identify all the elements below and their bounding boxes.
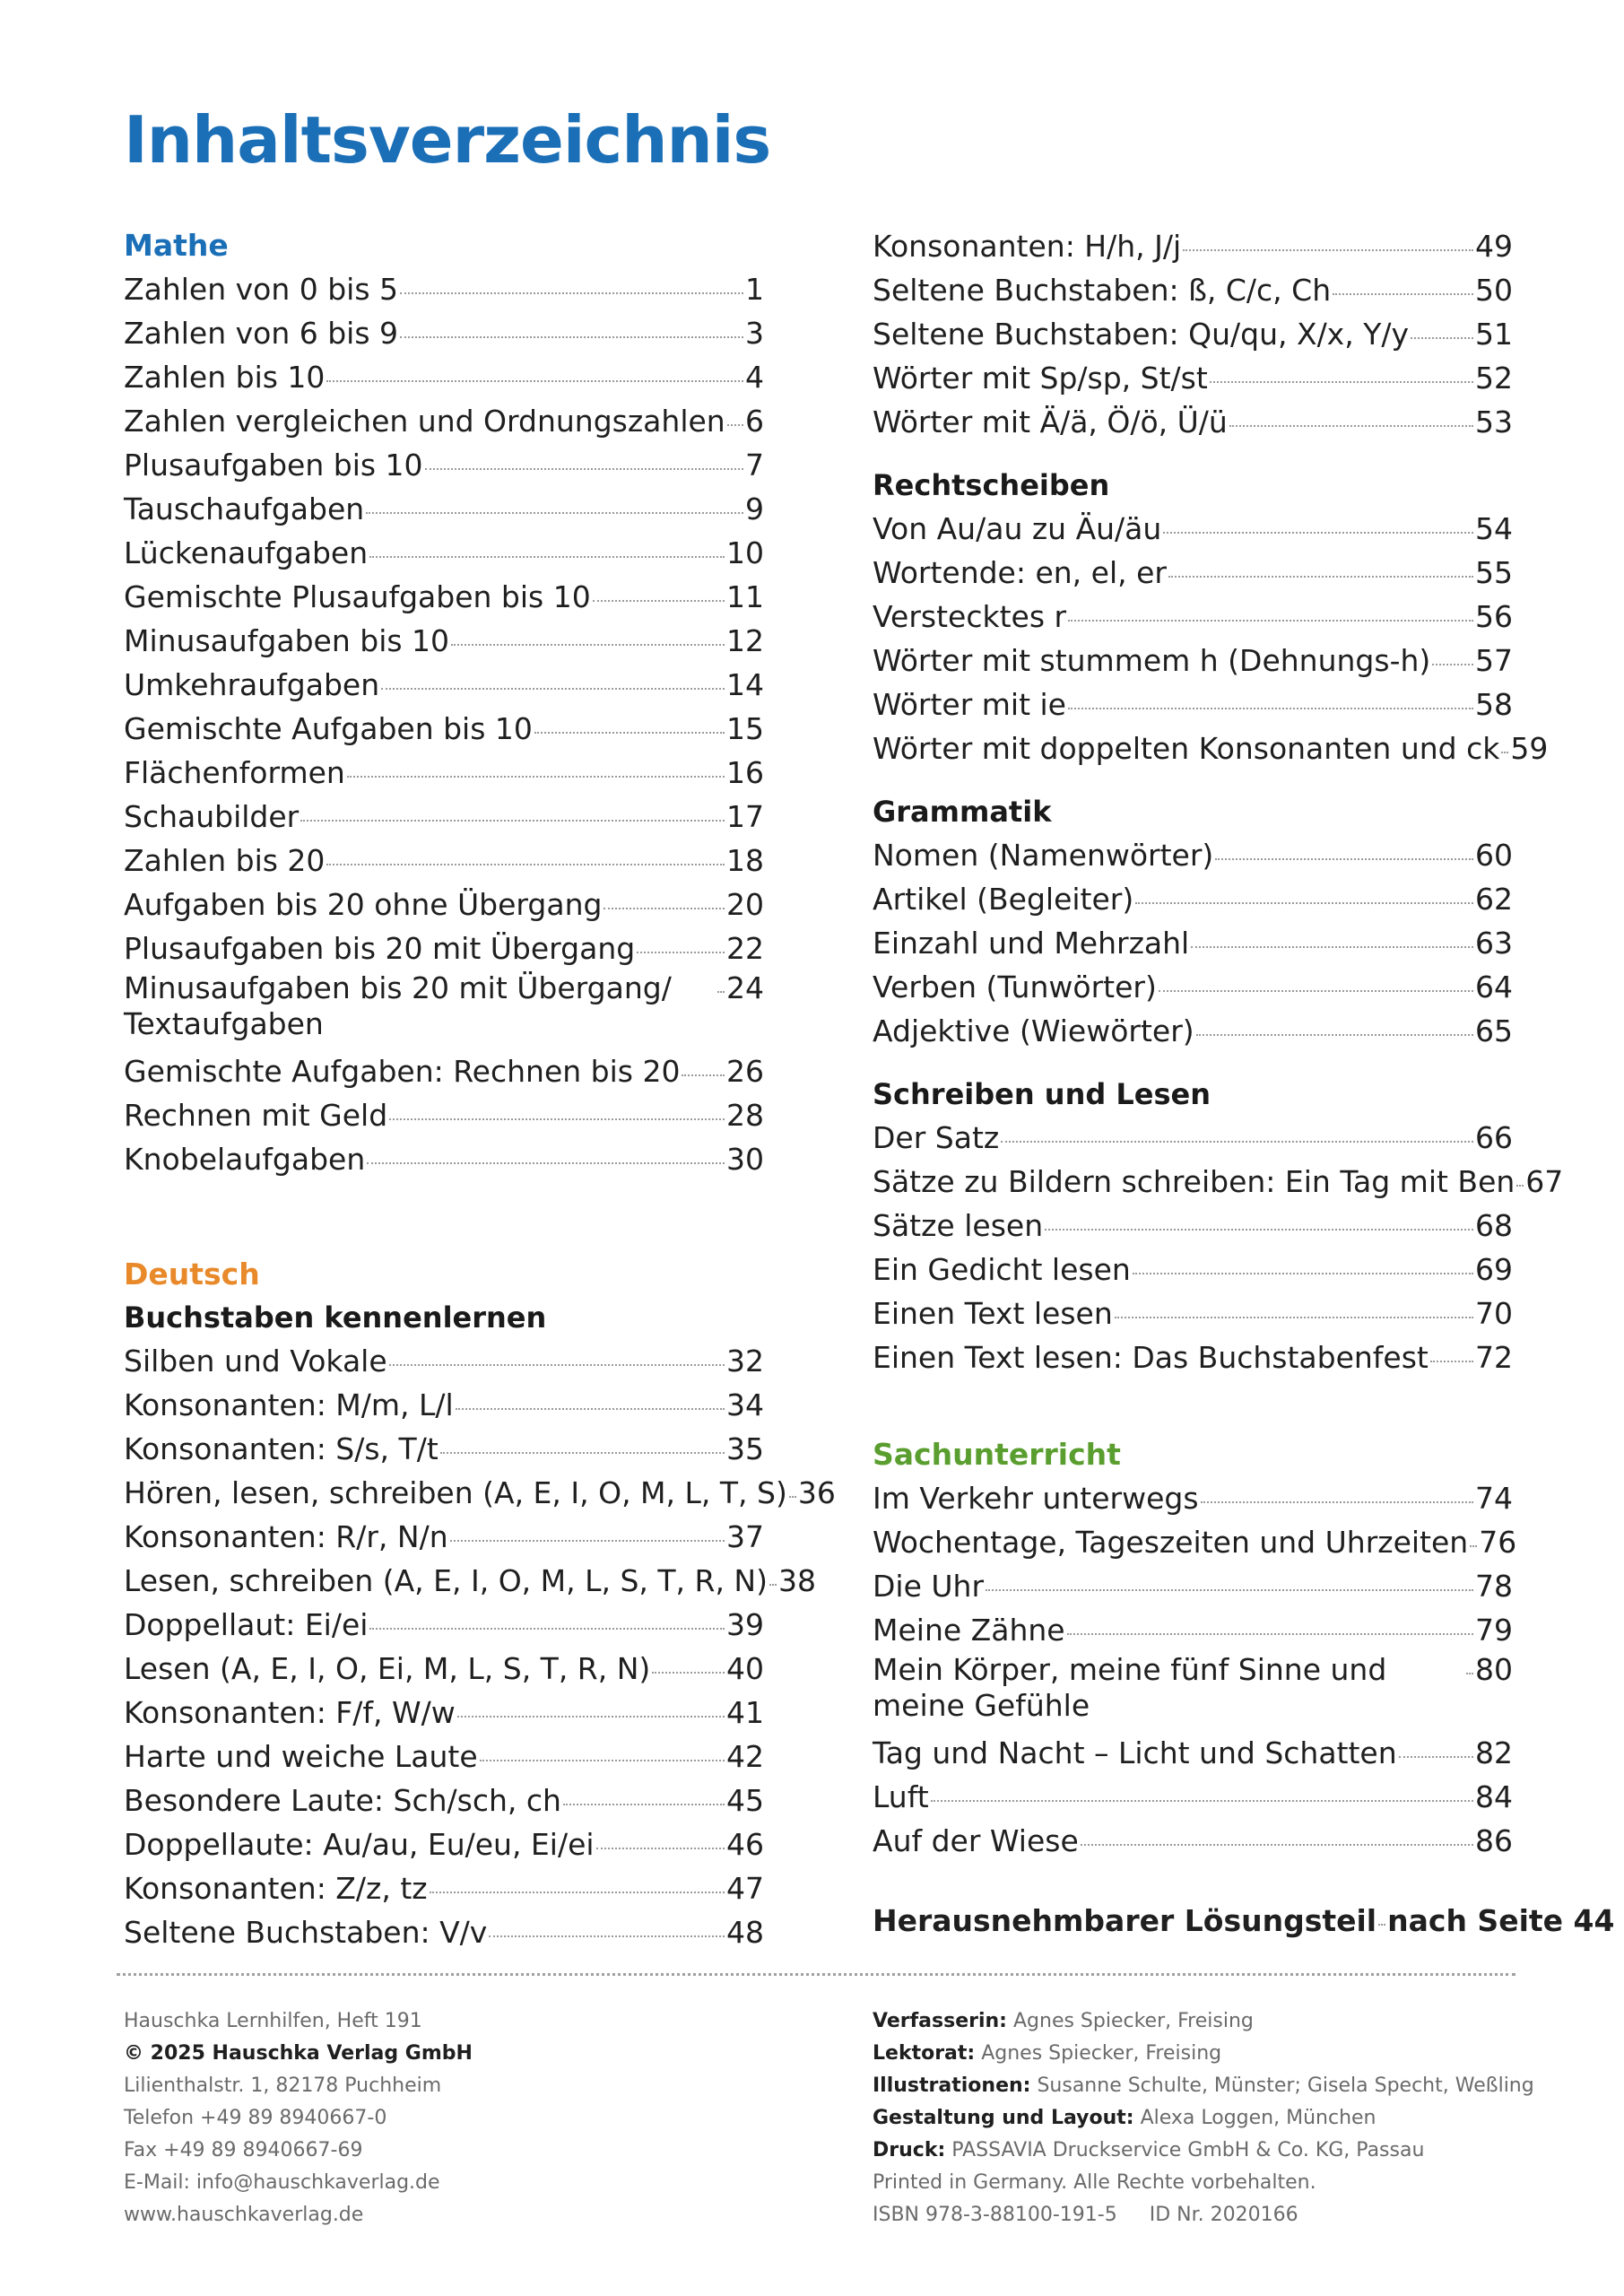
toc-entry[interactable] — [873, 224, 1513, 268]
toc-entry[interactable] — [124, 751, 764, 795]
toc-entry-label: Wörter mit ie — [873, 687, 1066, 722]
toc-entry[interactable] — [873, 965, 1513, 1009]
dot-leader — [369, 556, 725, 558]
dot-leader — [1432, 664, 1473, 665]
dot-leader — [1430, 1361, 1473, 1362]
imprint-copyright: © 2025 Hauschka Verlag GmbH — [124, 2042, 473, 2065]
toc-entry-label: Plusaufgaben bis 20 mit Übergang — [124, 931, 636, 966]
toc-entry[interactable] — [124, 839, 764, 883]
toc-entry-label: Adjektive (Wiewörter) — [873, 1013, 1194, 1048]
dot-leader — [1068, 708, 1473, 709]
toc-entry-page: 56 — [1475, 599, 1513, 634]
toc-entry-label: Konsonanten: Z/z, tz — [124, 1871, 428, 1906]
toc-entry-label: Doppellaute: Au/au, Eu/eu, Ei/ei — [124, 1827, 595, 1862]
imprint-isbn: ISBN 978-3-88100-191-5 — [873, 2204, 1117, 2226]
imprint-phone: Telefon +49 89 8940667-0 — [124, 2107, 387, 2129]
toc-entry-label: Seltene Buchstaben: ß, C/c, Ch — [873, 273, 1332, 308]
imprint-series: Hauschka Lernhilfen, Heft 191 — [124, 2010, 422, 2032]
toc-entry-page: 35 — [726, 1431, 764, 1466]
toc-entry[interactable] — [124, 707, 764, 751]
dot-leader — [1163, 532, 1473, 534]
toc-entry-page: 40 — [726, 1651, 764, 1686]
toc-entry-label: Wörter mit Sp/sp, St/st — [873, 361, 1208, 396]
toc-entry-label: Hören, lesen, schreiben (A, E, I, O, M, L, T, S) — [124, 1475, 787, 1510]
toc-entry-page: 7 — [745, 448, 764, 483]
toc-entry-page: 67 — [1525, 1164, 1564, 1199]
imprint-address: Lilienthalstr. 1, 82178 Puchheim — [124, 2074, 442, 2097]
toc-entry[interactable] — [124, 1910, 764, 1954]
dot-leader — [1411, 337, 1473, 339]
toc-entry[interactable] — [873, 1335, 1513, 1379]
toc-entry-page: 45 — [726, 1783, 764, 1818]
toc-entry-page: 86 — [1475, 1823, 1513, 1858]
imprint-print: Druck: PASSAVIA Druckservice GmbH & Co. KG, Passau — [873, 2139, 1425, 2161]
dot-leader — [1001, 1141, 1473, 1143]
toc-entry-label: Plusaufgaben bis 10 — [124, 448, 423, 483]
toc-list-rechtschreiben — [873, 507, 1549, 770]
toc-entry-page: 51 — [1475, 317, 1513, 352]
toc-entry[interactable] — [124, 663, 764, 707]
toc-entry[interactable] — [124, 795, 764, 839]
toc-entry-page: 49 — [1475, 229, 1513, 264]
dot-leader — [1081, 1844, 1473, 1846]
toc-entry[interactable] — [124, 399, 764, 443]
toc-entry-label: Zahlen bis 10 — [124, 360, 326, 395]
toc-entry[interactable] — [873, 726, 1549, 770]
toc-entry-page: 32 — [726, 1344, 764, 1378]
toc-entry-label: Lesen, schreiben (A, E, I, O, M, L, S, T, R, N) — [124, 1563, 768, 1598]
toc-entry-label: Minusaufgaben bis 10 — [124, 623, 450, 658]
toc-entry-page: 36 — [797, 1475, 836, 1510]
toc-entry-page: 84 — [1475, 1779, 1513, 1814]
toc-entry-page: 65 — [1475, 1013, 1513, 1048]
imprint-author: Verfasserin: Agnes Spiecker, Freising — [873, 2010, 1254, 2032]
toc-entry-label: Verstecktes r — [873, 599, 1067, 634]
toc-entry-page: 1 — [745, 272, 764, 307]
dot-leader — [931, 1800, 1473, 1802]
dot-leader — [717, 991, 725, 993]
toc-entry-page: 62 — [1475, 882, 1513, 917]
dot-leader — [389, 1118, 725, 1120]
dot-leader — [1068, 620, 1473, 622]
subject-heading-mathe: Mathe — [124, 228, 229, 263]
toc-entry[interactable] — [124, 1822, 764, 1866]
toc-entry-label: Wörter mit stummem h (Dehnungs-h) — [873, 643, 1431, 678]
toc-entry-page: 57 — [1475, 643, 1513, 678]
toc-entry-label: Mein Körper, meine fünf Sinne und meine Gefühle — [873, 1652, 1387, 1723]
toc-list-mathe — [124, 267, 764, 1181]
toc-list-buchstaben-cont — [873, 224, 1513, 444]
toc-entry-page: 38 — [778, 1563, 816, 1598]
toc-entry-label: Wörter mit Ä/ä, Ö/ö, Ü/ü — [873, 404, 1228, 439]
toc-entry-page: 74 — [1475, 1481, 1513, 1516]
toc-entry[interactable] — [873, 921, 1513, 965]
toc-entry-label: Die Uhr — [873, 1569, 985, 1604]
dot-leader — [1183, 249, 1473, 251]
dot-leader — [1168, 576, 1473, 578]
toc-entry[interactable] — [873, 1476, 1513, 1520]
section-heading-rechtschreiben: Rechtscheiben — [873, 468, 1110, 502]
imprint-illustrations: Illustrationen: Susanne Schulte, Münster; Gisela Specht, Weßling — [873, 2074, 1534, 2097]
toc-entry[interactable] — [873, 595, 1513, 639]
toc-entry-page: 34 — [726, 1387, 764, 1422]
toc-entry-label: Gemischte Plusaufgaben bis 10 — [124, 579, 591, 614]
toc-entry[interactable] — [124, 1779, 764, 1822]
toc-entry-label: Zahlen bis 20 — [124, 843, 326, 878]
dot-leader — [1135, 902, 1473, 904]
toc-entry-label: Zahlen von 6 bis 9 — [124, 316, 399, 351]
toc-entry-page: nach Seite 44 — [1387, 1903, 1615, 1938]
toc-entry-label: Knobelaufgaben — [124, 1142, 366, 1177]
dot-leader — [400, 336, 743, 338]
toc-entry[interactable] — [124, 1735, 764, 1779]
toc-entry-label: Luft — [873, 1779, 929, 1814]
dot-leader — [1210, 381, 1473, 383]
dot-leader — [480, 1760, 725, 1761]
dot-leader — [1045, 1229, 1473, 1231]
dot-leader — [1378, 1924, 1385, 1926]
toc-entry[interactable] — [124, 970, 764, 1049]
toc-entry[interactable] — [124, 1383, 764, 1427]
toc-entry-label: Artikel (Begleiter) — [873, 882, 1134, 917]
dot-leader — [425, 468, 743, 470]
dot-leader — [451, 644, 725, 646]
toc-entry-label: Einzahl und Mehrzahl — [873, 926, 1190, 961]
toc-entry-page: 10 — [726, 535, 764, 570]
toc-entry-label: Tauschaufgaben — [124, 491, 365, 526]
toc-entry-page: 6 — [745, 404, 764, 439]
toc-entry-page: 39 — [726, 1607, 764, 1642]
imprint-publisher — [124, 2005, 751, 2231]
imprint-credits — [873, 2005, 1554, 2231]
toc-entry-label: Sätze zu Bildern schreiben: Ein Tag mit Ben — [873, 1164, 1515, 1199]
toc-entry[interactable] — [873, 1520, 1517, 1564]
toc-entry[interactable] — [124, 1866, 764, 1910]
toc-entry-page: 60 — [1475, 838, 1513, 873]
toc-entry[interactable] — [873, 639, 1513, 683]
toc-entry-label: Konsonanten: H/h, J/j — [873, 229, 1182, 264]
toc-entry[interactable] — [873, 551, 1513, 595]
toc-entry[interactable] — [124, 575, 764, 619]
dot-leader — [300, 820, 725, 822]
toc-entry-page: 41 — [726, 1695, 764, 1730]
toc-entry-page: 48 — [726, 1915, 764, 1950]
toc-entry-label: Silben und Vokale — [124, 1344, 387, 1378]
dot-leader — [369, 1628, 725, 1630]
toc-entry[interactable] — [124, 1515, 764, 1559]
toc-entry-page: 18 — [726, 843, 764, 878]
toc-entry-label: Seltene Buchstaben: Qu/qu, X/x, Y/y — [873, 317, 1409, 352]
toc-entry[interactable] — [124, 443, 764, 487]
toc-entry-page: 79 — [1475, 1613, 1513, 1648]
toc-entry-label: Herausnehmbarer Lösungsteil — [873, 1903, 1377, 1938]
toc-entry[interactable] — [873, 400, 1513, 444]
toc-entry-page: 54 — [1475, 511, 1513, 546]
toc-entry-label: Auf der Wiese — [873, 1823, 1079, 1858]
dot-leader — [489, 1935, 725, 1937]
toc-entry[interactable] — [124, 531, 764, 575]
toc-entry-label: Minusaufgaben bis 20 mit Übergang/ Textaufgaben — [124, 970, 672, 1041]
dot-leader — [366, 512, 743, 514]
toc-entry[interactable] — [124, 1427, 764, 1471]
toc-list-schreiben-lesen — [873, 1116, 1564, 1379]
toc-entry[interactable] — [873, 1009, 1513, 1053]
toc-column-left — [124, 224, 836, 1954]
section-heading-grammatik: Grammatik — [873, 795, 1052, 829]
toc-entry[interactable] — [124, 487, 764, 531]
toc-entry-label: Konsonanten: R/r, N/n — [124, 1519, 448, 1554]
dot-leader — [1067, 1633, 1473, 1635]
dot-leader — [1191, 946, 1473, 948]
dot-leader — [652, 1672, 725, 1674]
toc-entry-label: Ein Gedicht lesen — [873, 1252, 1131, 1287]
toc-entry-label: Gemischte Aufgaben: Rechnen bis 20 — [124, 1054, 681, 1089]
toc-entry-page: 17 — [726, 799, 764, 834]
toc-entry-label: Umkehraufgaben — [124, 667, 380, 702]
dot-leader — [389, 1364, 725, 1366]
toc-entry[interactable] — [873, 833, 1513, 877]
toc-entry[interactable] — [124, 619, 764, 663]
imprint-id: ID Nr. 2020166 — [1149, 2204, 1298, 2226]
toc-entry-label: Sätze lesen — [873, 1208, 1044, 1243]
toc-entry[interactable] — [873, 356, 1513, 400]
imprint-email[interactable]: E-Mail: info@hauschkaverlag.de — [124, 2171, 440, 2194]
toc-entry-label: Nomen (Namenwörter) — [873, 838, 1214, 873]
imprint-isbn-line — [873, 2199, 1554, 2231]
toc-entry[interactable] — [873, 1248, 1513, 1292]
toc-entry-page: 80 — [1475, 1652, 1513, 1687]
toc-entry-page: 68 — [1475, 1208, 1513, 1243]
toc-entry[interactable] — [124, 1093, 764, 1137]
toc-entry-page: 58 — [1475, 687, 1513, 722]
toc-entry-page: 76 — [1479, 1525, 1517, 1560]
toc-entry[interactable] — [873, 1652, 1513, 1731]
toc-entry-label: Von Au/au zu Äu/äu — [873, 511, 1162, 546]
toc-entry[interactable] — [873, 1564, 1513, 1608]
toc-entry-label: Aufgaben bis 20 ohne Übergang — [124, 887, 603, 922]
footer-divider — [117, 1973, 1515, 1976]
toc-entry-page: 9 — [745, 491, 764, 526]
toc-entry-page: 24 — [726, 970, 764, 1005]
toc-entry-page: 42 — [726, 1739, 764, 1774]
toc-entry[interactable] — [124, 1691, 764, 1735]
dot-leader — [456, 1408, 725, 1410]
toc-entry-label: Wortende: en, el, er — [873, 555, 1167, 590]
dot-leader — [727, 424, 743, 426]
dot-leader — [381, 688, 725, 690]
toc-entry[interactable] — [124, 355, 764, 399]
toc-entry-page: 78 — [1475, 1569, 1513, 1604]
page-title: Inhaltsverzeichnis — [124, 102, 771, 178]
dot-leader — [457, 1716, 725, 1718]
dot-leader — [682, 1074, 725, 1076]
toc-entry[interactable] — [124, 883, 764, 926]
toc-entry-page: 3 — [745, 316, 764, 351]
toc-entry-loesungsteil[interactable] — [873, 1899, 1615, 1943]
imprint-rights: Printed in Germany. Alle Rechte vorbehalten. — [873, 2171, 1316, 2194]
toc-entry-label: Tag und Nacht – Licht und Schatten — [873, 1735, 1397, 1770]
toc-entry-label: Rechnen mit Geld — [124, 1098, 388, 1133]
toc-entry-page: 47 — [726, 1871, 764, 1906]
toc-entry-label: Seltene Buchstaben: V/v — [124, 1915, 488, 1950]
toc-entry[interactable] — [124, 1559, 816, 1603]
toc-entry-label: Lückenaufgaben — [124, 535, 369, 570]
dot-leader — [637, 952, 725, 953]
dot-leader — [1215, 858, 1473, 860]
toc-entry[interactable] — [873, 1204, 1513, 1248]
toc-entry-label: Meine Zähne — [873, 1613, 1065, 1648]
toc-entry-page: 66 — [1475, 1120, 1513, 1155]
dot-leader — [1501, 752, 1508, 753]
toc-entry[interactable] — [124, 311, 764, 355]
toc-entry[interactable] — [124, 1049, 764, 1093]
toc-entry[interactable] — [873, 1292, 1513, 1335]
toc-entry-page: 16 — [726, 755, 764, 790]
toc-entry-label: Konsonanten: F/f, W/w — [124, 1695, 456, 1730]
dot-leader — [1470, 1545, 1477, 1547]
dot-leader — [367, 1162, 725, 1164]
dot-leader — [1159, 990, 1473, 992]
dot-leader — [326, 864, 725, 865]
dot-leader — [593, 600, 725, 602]
toc-entry-page: 55 — [1475, 555, 1513, 590]
toc-entry-page: 22 — [726, 931, 764, 966]
toc-list-sachunterricht — [873, 1476, 1517, 1863]
toc-entry[interactable] — [124, 267, 764, 311]
toc-entry-page: 72 — [1475, 1340, 1513, 1375]
dot-leader — [604, 908, 725, 909]
dot-leader — [986, 1589, 1473, 1591]
toc-list-buchstaben — [124, 1339, 836, 1954]
toc-entry[interactable] — [873, 683, 1513, 726]
toc-entry-page: 52 — [1475, 361, 1513, 396]
toc-entry-page: 46 — [726, 1827, 764, 1862]
toc-entry-label: Gemischte Aufgaben bis 10 — [124, 711, 533, 746]
toc-entry[interactable] — [873, 1731, 1513, 1775]
dot-leader — [1133, 1273, 1473, 1274]
toc-entry-page: 28 — [726, 1098, 764, 1133]
toc-entry-label: Doppellaut: Ei/ei — [124, 1607, 369, 1642]
dot-leader — [1516, 1185, 1524, 1187]
toc-entry[interactable] — [873, 1819, 1513, 1863]
subject-heading-deutsch: Deutsch — [124, 1257, 260, 1292]
toc-entry[interactable] — [124, 1647, 764, 1691]
dot-leader — [1466, 1673, 1473, 1674]
toc-entry-page: 69 — [1475, 1252, 1513, 1287]
toc-entry[interactable] — [873, 268, 1513, 312]
dot-leader — [1399, 1756, 1473, 1758]
toc-entry-page: 64 — [1475, 970, 1513, 1004]
toc-entry-label: Besondere Laute: Sch/sch, ch — [124, 1783, 561, 1818]
toc-entry-page: 11 — [726, 579, 764, 614]
toc-entry-label: Wörter mit doppelten Konsonanten und ck — [873, 731, 1500, 766]
dot-leader — [769, 1584, 777, 1586]
toc-entry-page: 50 — [1475, 273, 1513, 308]
toc-entry[interactable] — [873, 1160, 1564, 1204]
toc-entry-page: 30 — [726, 1142, 764, 1177]
dot-leader — [596, 1848, 725, 1849]
toc-entry[interactable] — [124, 1603, 764, 1647]
dot-leader — [563, 1804, 725, 1805]
toc-entry-page: 26 — [726, 1054, 764, 1089]
toc-entry-label: Zahlen von 0 bis 5 — [124, 272, 399, 307]
imprint-design: Gestaltung und Layout: Alexa Loggen, München — [873, 2107, 1376, 2129]
toc-entry-page: 15 — [726, 711, 764, 746]
toc-column-right — [873, 224, 1615, 1943]
toc-entry-page: 4 — [745, 360, 764, 395]
toc-entry-page: 20 — [726, 887, 764, 922]
toc-entry[interactable] — [124, 1339, 764, 1383]
toc-entry-label: Schaubilder — [124, 799, 300, 834]
section-heading-buchstaben: Buchstaben kennenlernen — [124, 1300, 547, 1335]
dot-leader — [450, 1540, 725, 1542]
toc-entry[interactable] — [873, 1116, 1513, 1160]
toc-list-grammatik — [873, 833, 1513, 1053]
toc-entry[interactable] — [873, 507, 1513, 551]
dot-leader — [326, 380, 743, 382]
toc-entry-label: Zahlen vergleichen und Ordnungszahlen — [124, 404, 725, 439]
toc-entry[interactable] — [873, 1775, 1513, 1819]
toc-entry[interactable] — [873, 877, 1513, 921]
toc-entry-label: Verben (Tunwörter) — [873, 970, 1157, 1004]
toc-entry-page: 37 — [726, 1519, 764, 1554]
dot-leader — [430, 1892, 725, 1893]
toc-entry[interactable] — [873, 312, 1513, 356]
dot-leader — [1196, 1034, 1473, 1036]
toc-entry-label: Einen Text lesen: Das Buchstabenfest — [873, 1340, 1429, 1375]
toc-entry-label: Konsonanten: M/m, L/l — [124, 1387, 454, 1422]
toc-entry-label: Flächenformen — [124, 755, 345, 790]
toc-entry-label: Wochentage, Tageszeiten und Uhrzeiten — [873, 1525, 1469, 1560]
toc-entry-label: Konsonanten: S/s, T/t — [124, 1431, 439, 1466]
dot-leader — [789, 1496, 796, 1498]
toc-entry-label: Lesen (A, E, I, O, Ei, M, L, S, T, R, N) — [124, 1651, 651, 1686]
toc-entry-page: 82 — [1475, 1735, 1513, 1770]
toc-entry-label: Einen Text lesen — [873, 1296, 1113, 1331]
toc-entry[interactable] — [124, 926, 764, 970]
subject-heading-sachunterricht: Sachunterricht — [873, 1437, 1121, 1472]
toc-entry[interactable] — [873, 1608, 1513, 1652]
dot-leader — [440, 1452, 725, 1454]
toc-entry-label: Im Verkehr unterwegs — [873, 1481, 1199, 1516]
toc-entry-page: 70 — [1475, 1296, 1513, 1331]
dot-leader — [1229, 425, 1473, 427]
dot-leader — [1115, 1317, 1473, 1318]
toc-entry-page: 63 — [1475, 926, 1513, 961]
toc-entry-page: 59 — [1510, 731, 1549, 766]
imprint-editor: Lektorat: Agnes Spiecker, Freising — [873, 2042, 1222, 2065]
toc-entry-page: 12 — [726, 623, 764, 658]
toc-entry-page: 14 — [726, 667, 764, 702]
dot-leader — [1201, 1501, 1473, 1503]
toc-entry[interactable] — [124, 1471, 836, 1515]
toc-entry[interactable] — [124, 1137, 764, 1181]
toc-entry-label: Harte und weiche Laute — [124, 1739, 478, 1774]
dot-leader — [347, 776, 725, 778]
section-heading-schreiben-lesen: Schreiben und Lesen — [873, 1077, 1211, 1111]
dot-leader — [400, 292, 743, 294]
dot-leader — [534, 732, 725, 734]
dot-leader — [1333, 293, 1473, 295]
imprint-website[interactable]: www.hauschkaverlag.de — [124, 2204, 364, 2226]
toc-entry-page: 53 — [1475, 404, 1513, 439]
toc-entry-label: Der Satz — [873, 1120, 1000, 1155]
imprint-fax: Fax +49 89 8940667-69 — [124, 2139, 363, 2161]
